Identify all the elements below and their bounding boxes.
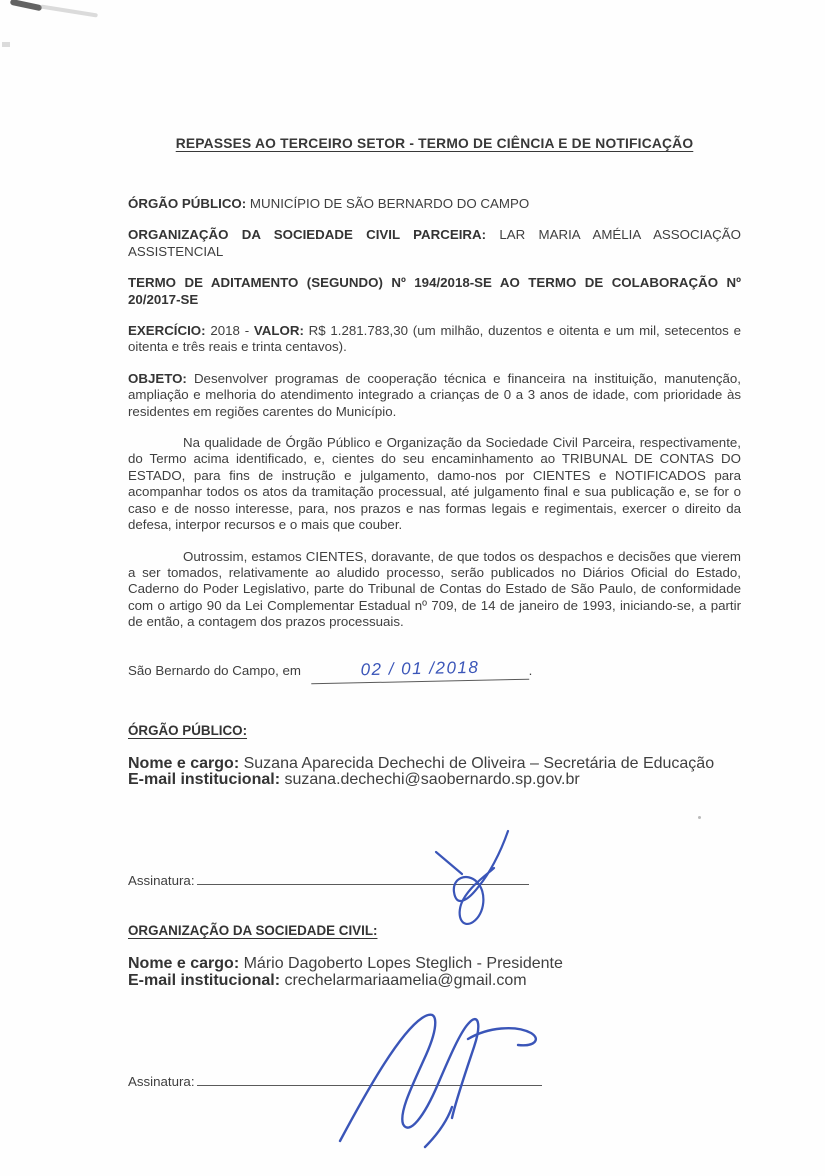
assinatura-row-sociedade-civil <box>128 1073 741 1093</box>
exercicio-value: 2018 - <box>210 323 250 339</box>
termo-aditamento-field: TERMO DE ADITAMENTO (SEGUNDO) Nº 194/2018-SE AO TERMO DE COLABORAÇÃO Nº 20/2017-SE <box>128 275 741 307</box>
nome-cargo-label: Nome e cargo: <box>128 955 240 973</box>
date-prefix: São Bernardo do Campo, em <box>128 662 301 678</box>
assinatura-row-orgao <box>128 872 741 892</box>
organizacao-parceira-field <box>128 227 741 260</box>
scan-artifact <box>40 4 98 17</box>
organizacao-parceira-value: LAR MARIA AMÉLIA ASSOCIAÇÃO ASSISTENCIAL <box>128 227 741 259</box>
email-row <box>128 973 741 989</box>
handwritten-date: 02 / 01 /2018 <box>310 655 528 684</box>
date-line <box>128 658 741 682</box>
orgao-publico-field <box>128 196 741 212</box>
assinatura-label: Assinatura: <box>128 873 195 889</box>
document-content <box>128 135 741 1093</box>
nome-cargo-label: Nome e cargo: <box>128 754 240 772</box>
exercicio-label: EXERCÍCIO: <box>128 323 206 339</box>
objeto-value: Desenvolver programas de cooperação técnica e financeira na instituição, manutenção, ampliação e melhoria do atendimento integrado a crianças de 0 a 3 anos de idade, com prioridade às residentes em regiões carentes do Município. <box>128 370 741 419</box>
valor-label: VALOR: <box>253 323 304 339</box>
assinatura-label: Assinatura: <box>128 1074 195 1090</box>
valor-value: R$ 1.281.783,30 (um milhão, duzentos e oitenta e um mil, setecentos e oitenta e três reais e trinta centavos). <box>128 323 741 355</box>
nome-cargo-value: Suzana Aparecida Dechechi de Oliveira – Secretária de Educação <box>243 754 715 772</box>
orgao-publico-contact <box>128 756 741 789</box>
sociedade-civil-contact <box>128 956 741 989</box>
nome-cargo-value: Mário Dagoberto Lopes Steglich - Presidente <box>243 955 563 973</box>
email-value: crechelarmariaamelia@gmail.com <box>284 971 527 989</box>
email-row <box>128 772 741 788</box>
email-label: E-mail institucional: <box>128 971 281 989</box>
signature-line <box>197 1073 542 1086</box>
nome-cargo-row <box>128 756 741 772</box>
objeto-field <box>128 371 741 420</box>
signature-line <box>197 872 529 885</box>
orgao-publico-value: MUNICÍPIO DE SÃO BERNARDO DO CAMPO <box>249 196 530 211</box>
paragraph-outrossim: Outrossim, estamos CIENTES, doravante, de que todos os despachos e decisões que vierem a ser tomados, relativamente ao aludido processo, serão publicados no Diários Oficial do Estado, Caderno do Poder Legislativo, parte do Tribunal de Contas do Estado de São Paulo, de conformidade com o artigo 90 da Lei Complementar Estadual nº 709, de 14 de janeiro de 1993, iniciando-se, a partir de então, a contagem dos prazos processuais. <box>128 548 741 630</box>
date-suffix: . <box>528 662 533 678</box>
section-orgao-publico-header: ÓRGÃO PÚBLICO: <box>128 722 248 738</box>
document-title: REPASSES AO TERCEIRO SETOR - TERMO DE CIÊNCIA E DE NOTIFICAÇÃO <box>175 136 694 151</box>
orgao-publico-label: ÓRGÃO PÚBLICO: <box>128 196 247 211</box>
section-sociedade-civil-header: ORGANIZAÇÃO DA SOCIEDADE CIVIL: <box>128 923 378 939</box>
organizacao-parceira-label: ORGANIZAÇÃO DA SOCIEDADE CIVIL PARCEIRA: <box>128 227 487 243</box>
nome-cargo-row <box>128 956 741 972</box>
email-label: E-mail institucional: <box>128 770 281 788</box>
exercicio-valor-field <box>128 323 741 356</box>
scan-artifact <box>2 42 10 47</box>
objeto-label: OBJETO: <box>128 370 187 386</box>
paragraph-ciencia: Na qualidade de Órgão Público e Organização da Sociedade Civil Parceira, respectivamente, do Termo acima identificado, e, cientes do seu encaminhamento ao TRIBUNAL DE CONTAS DO ESTADO, para fins de instrução e julgamento, damo-nos por CIENTES e NOTIFICADOS para acompanhar todos os atos da tramitação processual, até julgamento final e sua publicação e, se for o caso e de nosso interesse, para, nos prazos e nas formas legais e regimentais, exercer o direito da defesa, interpor recursos e o mais que couber. <box>128 435 741 533</box>
email-value: suzana.dechechi@saobernardo.sp.gov.br <box>284 770 580 788</box>
scan-artifact <box>10 0 43 11</box>
